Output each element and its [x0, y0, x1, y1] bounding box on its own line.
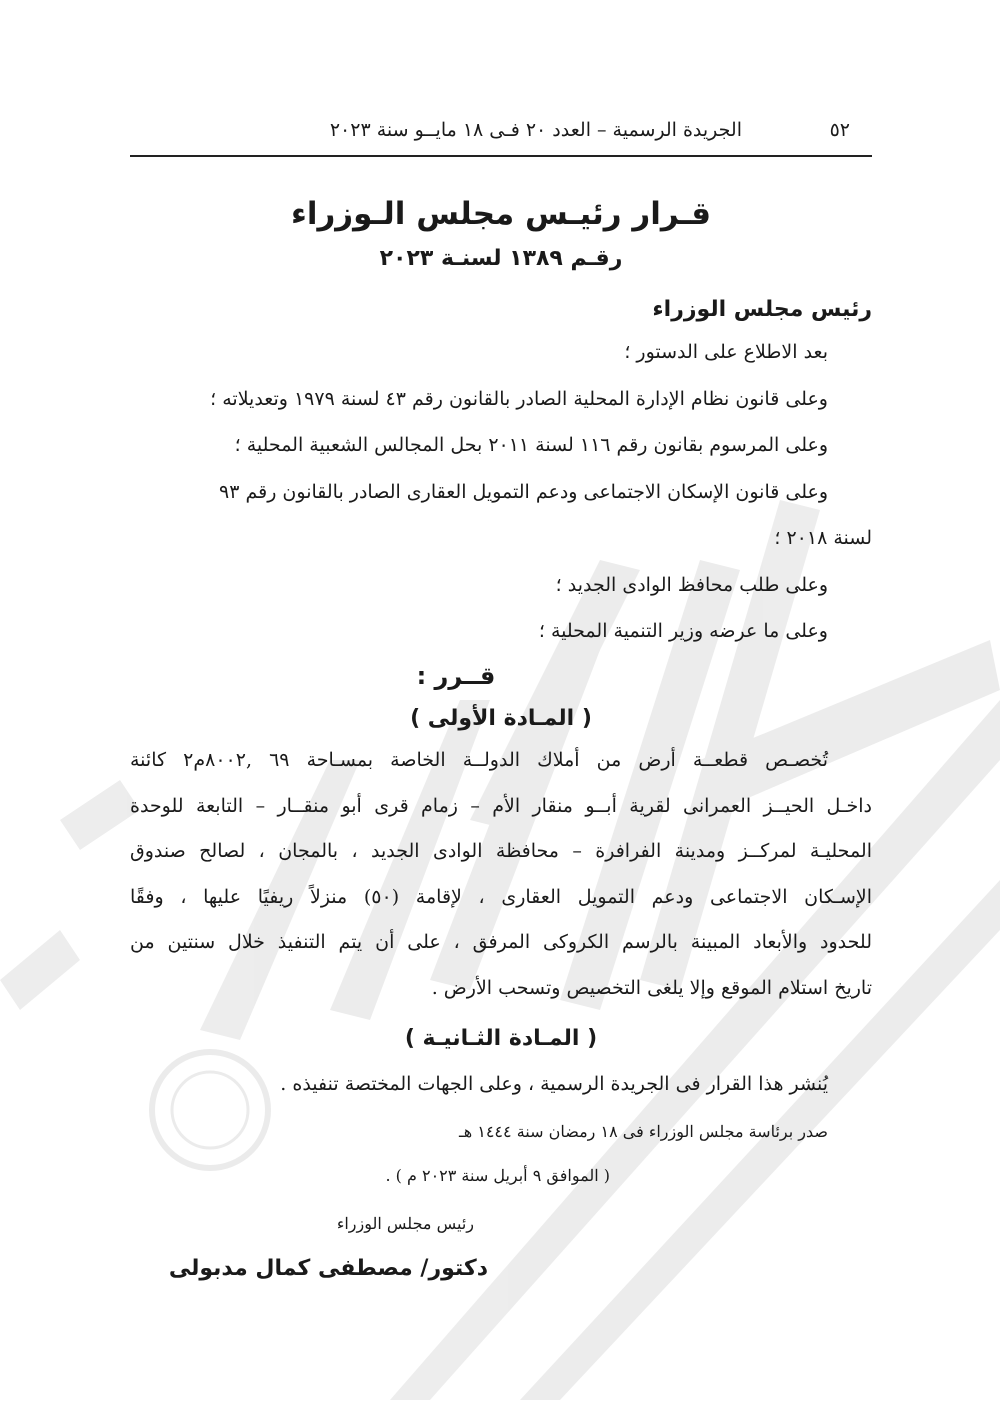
gazette-issue-line: الجريدة الرسمية – العدد ٢٠ فـى ١٨ مايــو سنة ٢٠٢٣ — [329, 119, 742, 141]
preamble-line: وعلى قانون الإسكان الاجتماعى ودعم التمويل العقارى الصادر بالقانون رقم ٩٣ — [219, 480, 828, 503]
preamble-line: وعلى طلب محافظ الوادى الجديد ؛ — [555, 573, 828, 596]
article-1-heading: ( المـادة الأولى ) — [410, 706, 592, 731]
article-line: داخـل الحيــز العمرانى لقرية أبــو منقار الأم – زمام قرى أبو منقــار – التابعة للوحدة — [130, 794, 872, 817]
signature-name: دكتور/ مصطفى كمال مدبولى — [168, 1256, 488, 1281]
decree-title: قـرار رئيـس مجلس الـوزراء — [290, 196, 712, 232]
article-2-heading: ( المـادة الثـانيـة ) — [404, 1026, 598, 1051]
decided-label: قــرر : — [416, 662, 496, 690]
decree-number: رقـم ١٣٨٩ لسنـة ٢٠٢٣ — [379, 246, 623, 271]
article-line: تُخصـص قطعــة أرض من أملاك الدولــة الخاصة بمسـاحة ٦٩ ,٨٠٠٢م٢ كائنة — [130, 749, 828, 771]
preamble — [130, 334, 872, 660]
page-header — [130, 112, 872, 148]
issuer-heading: رئيس مجلس الوزراء — [652, 297, 872, 322]
article-line: الإسـكان الاجتماعى ودعم التمويل العقارى ، لإقامة (٥٠) منزلاً ريفيًا عليها ، وفقًا — [130, 885, 872, 908]
article-line: المحليـة لمركــز ومدينة الفرافرة – محافظة الوادى الجديد ، بالمجان ، لصالح صندوق — [130, 840, 872, 862]
preamble-line: لسنة ٢٠١٨ ؛ — [774, 527, 872, 549]
page-number: ٥٢ — [829, 119, 850, 141]
preamble-line: وعلى ما عرضه وزير التنمية المحلية ؛ — [538, 620, 828, 642]
preamble-line: بعد الاطلاع على الدستور ؛ — [624, 341, 828, 363]
article-line: تاريخ استلام الموقع وإلا يلغى التخصيص وتسحب الأرض . — [431, 976, 872, 999]
gazette-page — [130, 0, 872, 1417]
header-divider — [130, 155, 872, 157]
preamble-line: وعلى المرسوم بقانون رقم ١١٦ لسنة ٢٠١١ بحل المجالس الشعبية المحلية ؛ — [234, 434, 828, 456]
article-1-body — [130, 742, 872, 1015]
issued-line: صدر برئاسة مجلس الوزراء فى ١٨ رمضان سنة ١٤٤٤ هـ — [459, 1122, 828, 1141]
corresponding-date: ( الموافق ٩ أبريل سنة ٢٠٢٣ م ) . — [385, 1166, 610, 1185]
signature-title: رئيس مجلس الوزراء — [336, 1214, 474, 1233]
preamble-line: وعلى قانون نظام الإدارة المحلية الصادر بالقانون رقم ٤٣ لسنة ١٩٧٩ وتعديلاته ؛ — [210, 387, 828, 410]
article-line: للحدود والأبعاد المبينة بالرسم الكروكى المرفق ، على أن يتم التنفيذ خلال سنتين من — [130, 931, 872, 953]
article-2-body: يُنشر هذا القرار فى الجريدة الرسمية ، وعلى الجهات المختصة تنفيذه . — [280, 1073, 828, 1095]
